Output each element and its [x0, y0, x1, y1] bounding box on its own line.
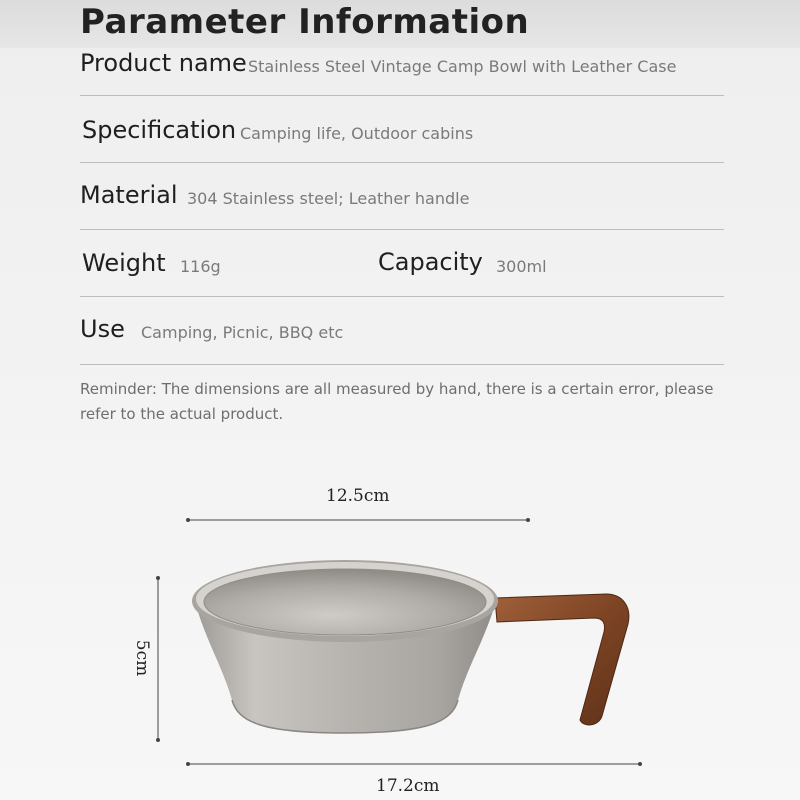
use-label: Use: [80, 315, 125, 343]
reminder-text: Reminder: The dimensions are all measured by hand, there is a certain error, please refer to the actual product.: [80, 380, 714, 423]
capacity-label: Capacity: [378, 248, 483, 276]
top-width-label: 12.5cm: [326, 486, 390, 506]
weight-value: 116g: [180, 257, 221, 276]
page-title: Parameter Information: [80, 2, 530, 42]
product-name-label: Product name: [80, 49, 247, 77]
bowl-rim: [192, 560, 498, 642]
total-width-label: 17.2cm: [376, 776, 440, 796]
use-value: Camping, Picnic, BBQ etc: [141, 323, 344, 342]
top-width-dimension-line: [186, 518, 530, 522]
height-dimension-line: [156, 576, 160, 742]
specification-label: Specification: [82, 116, 237, 144]
specification-value: Camping life, Outdoor cabins: [240, 124, 474, 143]
material-value: 304 Stainless steel; Leather handle: [187, 189, 470, 208]
total-width-dimension-line: [186, 762, 642, 766]
product-name-value: Stainless Steel Vintage Camp Bowl with Leather Case: [248, 57, 677, 76]
height-label: 5cm: [132, 639, 153, 677]
material-label: Material: [80, 181, 178, 209]
leather-handle: [495, 594, 629, 725]
weight-label: Weight: [82, 249, 166, 277]
capacity-value: 300ml: [496, 257, 547, 276]
